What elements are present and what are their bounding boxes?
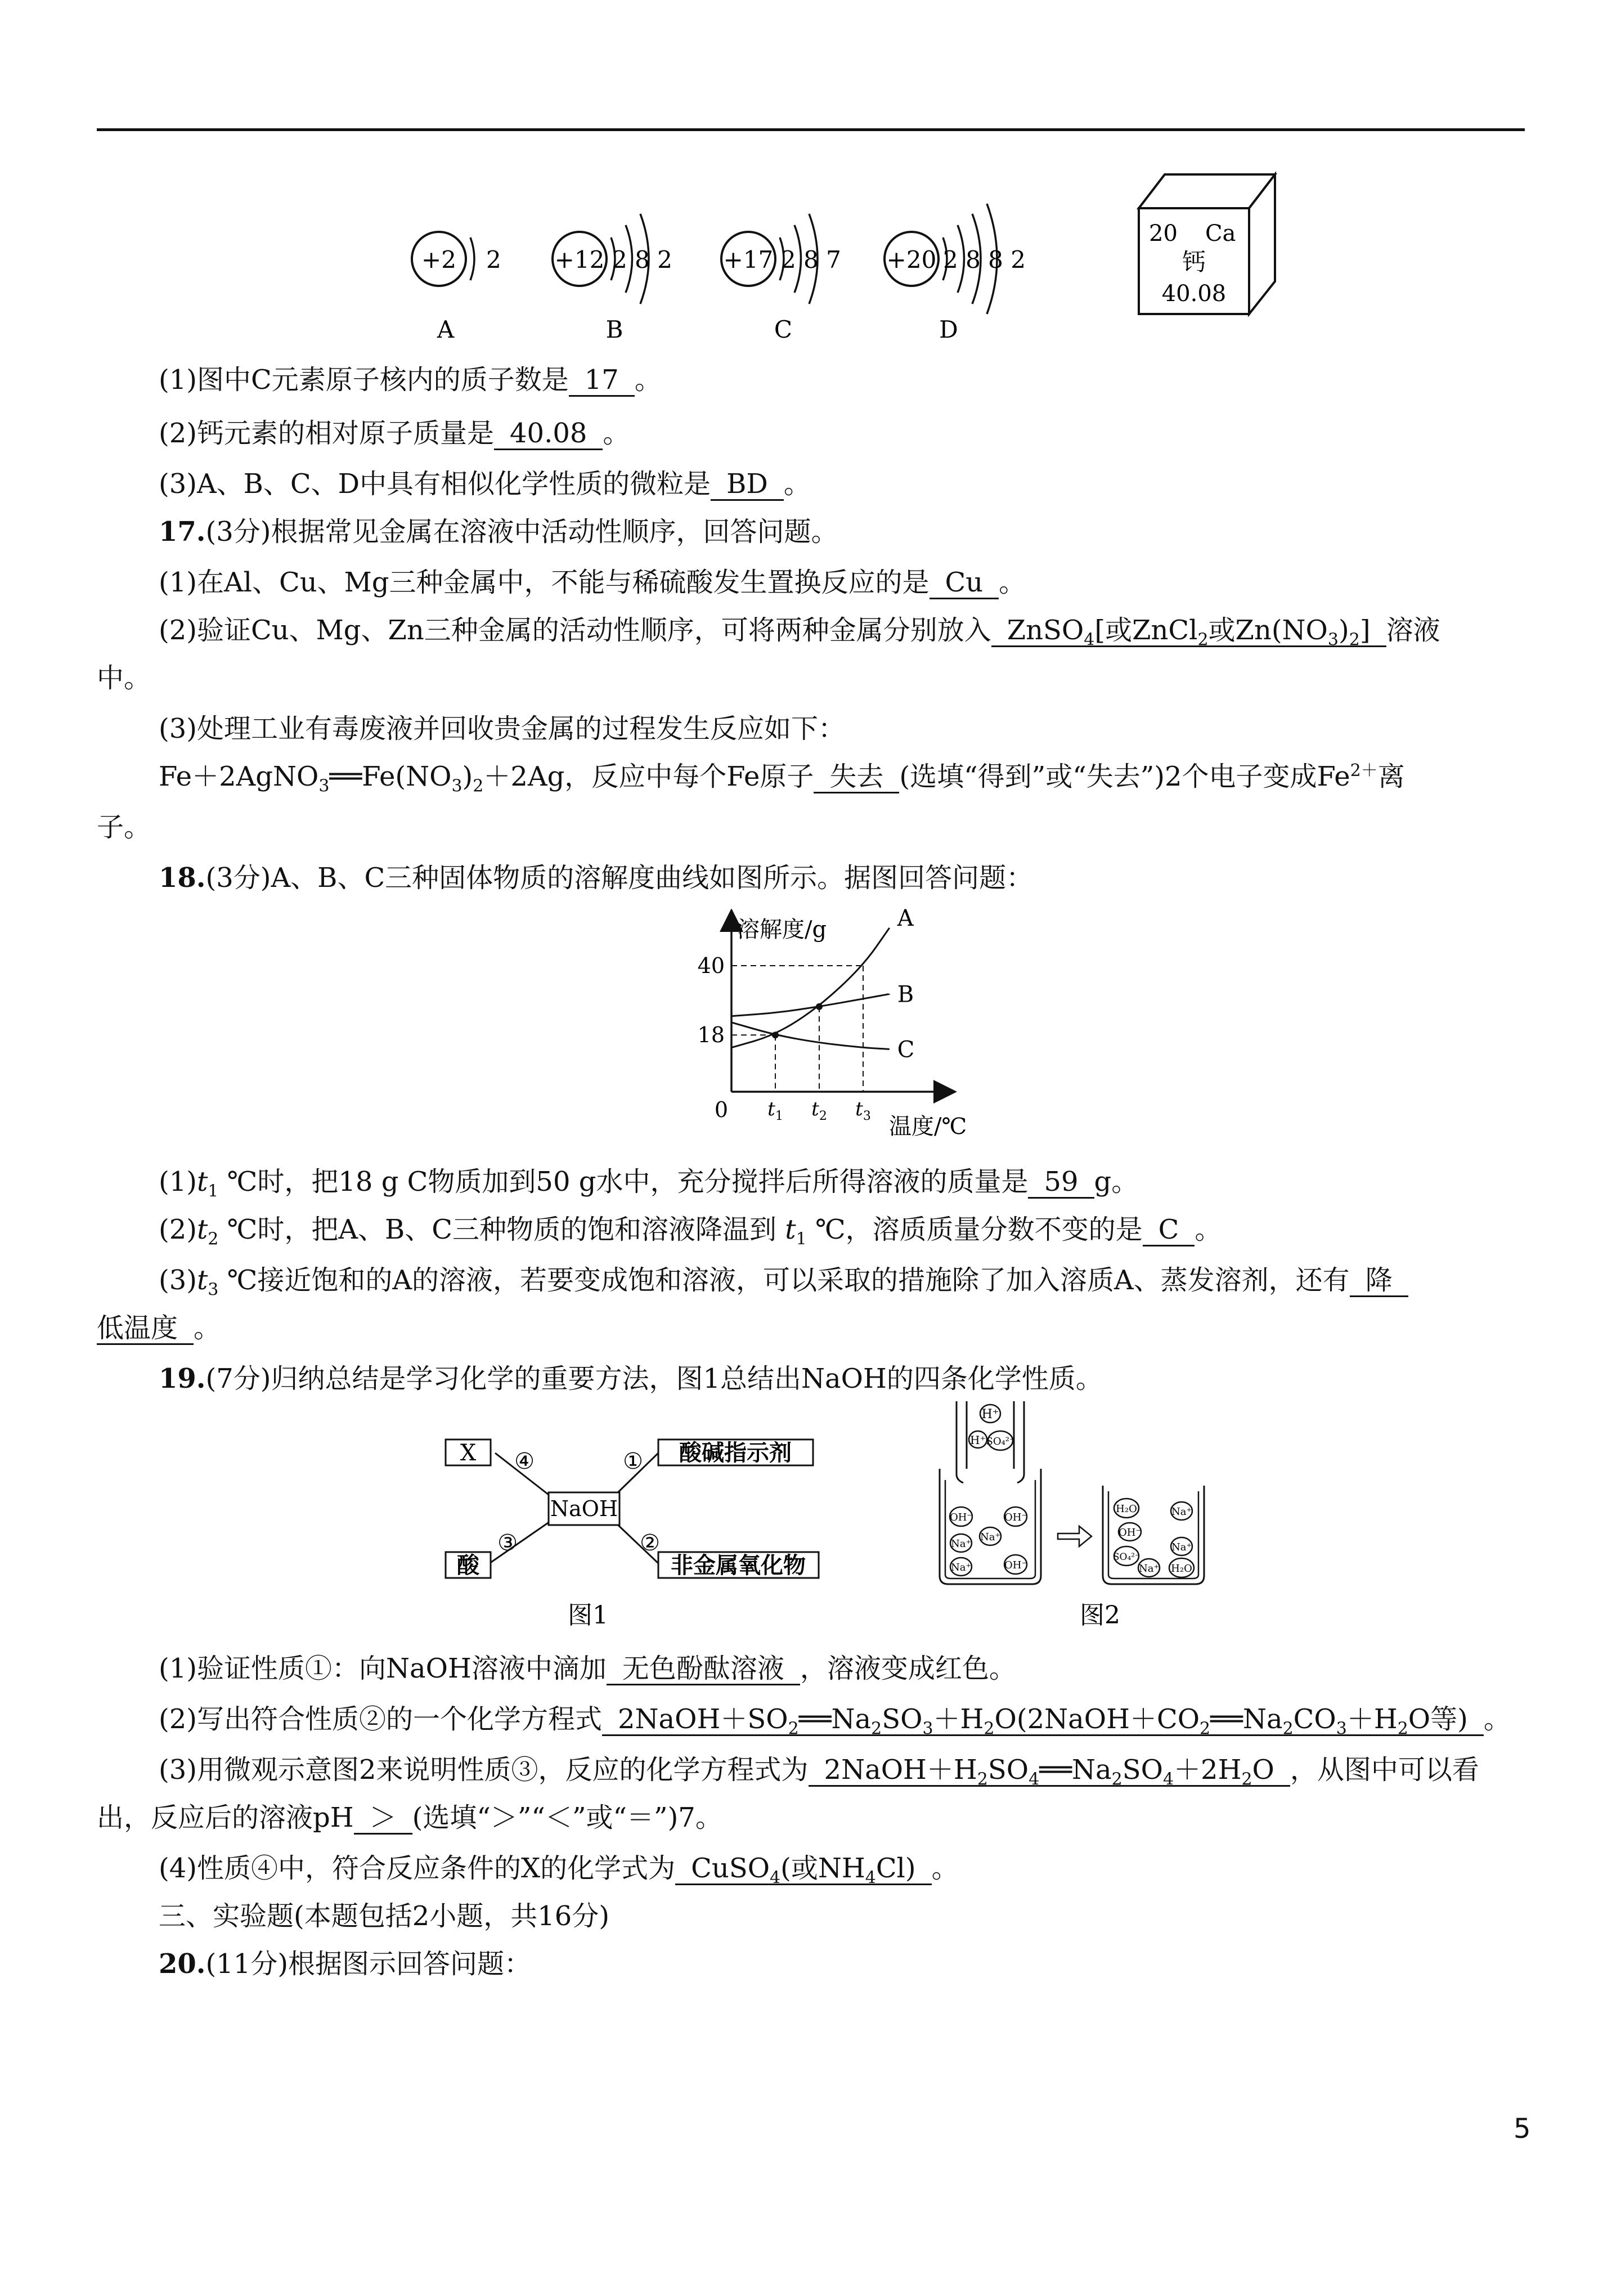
- svg-text:Na⁺: Na⁺: [1171, 1506, 1192, 1518]
- property-2-label: ②: [640, 1530, 660, 1556]
- curve-c: [731, 1023, 890, 1050]
- q19-title: 19.(7分)归纳总结是学习化学的重要方法，图1总结出NaOH的四条化学性质。: [159, 1363, 1103, 1394]
- acid-box: 酸: [457, 1552, 479, 1578]
- y-axis-label: 溶解度/g: [737, 917, 827, 943]
- series-label-a: A: [897, 909, 914, 931]
- figure-2-caption: 图2: [1080, 1601, 1120, 1630]
- q16-part1: (1)图中C元素原子核内的质子数是 17 。: [159, 364, 662, 396]
- header-rule: [97, 128, 1525, 131]
- q18-title: 18.(3分)A、B、C三种固体物质的溶解度曲线如图所示。据图回答问题：: [159, 862, 1034, 894]
- y-tick-label: 40: [697, 953, 725, 978]
- nucleus-charge: +17: [723, 246, 774, 273]
- beaker-before: [940, 1469, 1041, 1584]
- q19-part3: (3)用微观示意图2来说明性质③，反应的化学方程式为 $2NaOH+H_2SO_4══Na_2SO_4+2H_2O$ ，从图中可以看: [159, 1754, 1479, 1790]
- intersection-ab: [816, 1003, 823, 1010]
- answer-blank: Cu: [930, 567, 999, 599]
- nucleus-charge: +12: [554, 246, 605, 273]
- nonmetal-oxide-box: 非金属氧化物: [671, 1552, 806, 1578]
- shell-electrons: 2 8 7: [781, 246, 841, 273]
- q19-part2: (2)写出符合性质②的一个化学方程式 $2NaOH+SO_2══Na_2SO_3+H_2O(2NaOH+CO_2══Na_2CO_3+H_2O$等) 。: [159, 1703, 1511, 1739]
- answer-blank: BD: [711, 469, 784, 501]
- svg-text:Na⁺: Na⁺: [951, 1538, 971, 1550]
- svg-text:SO₄²⁻: SO₄²⁻: [1112, 1551, 1140, 1563]
- intersection-ac: [772, 1032, 779, 1038]
- q18-part3: $(3)t_3$ ℃接近饱和的A的溶液，若要变成饱和溶液，可以采取的措施除了加入溶质A、蒸发溶剂，还有 降: [159, 1263, 1408, 1297]
- naoh-center-box: NaOH: [550, 1496, 618, 1521]
- atom-label: B: [605, 316, 623, 343]
- property-4-label: ④: [514, 1449, 535, 1474]
- atomic-number: 20: [1149, 221, 1178, 246]
- svg-text:H⁺: H⁺: [970, 1433, 986, 1447]
- series-label-c: C: [897, 1037, 915, 1063]
- q19-part3-cont: 出，反应后的溶液pH ＞ (选填“＞”“＜”或“＝”)7。: [97, 1802, 722, 1833]
- atomic-mass: 40.08: [1161, 281, 1227, 307]
- svg-text:Na⁺: Na⁺: [980, 1531, 1000, 1543]
- answer-blank: 无色酚酞溶液: [607, 1653, 800, 1685]
- element-card-calcium: [1137, 169, 1288, 321]
- reaction-arrow: [1058, 1526, 1092, 1546]
- reactant-x-box: X: [460, 1440, 477, 1466]
- nucleus-charge: +20: [886, 246, 937, 273]
- property-3-label: ③: [497, 1530, 518, 1556]
- answer-blank: $2NaOH+SO_2══Na_2SO_3+H_2O(2NaOH+CO_2══Na_2CO_3+H_2O$等): [602, 1704, 1484, 1736]
- svg-text:H⁺: H⁺: [981, 1407, 999, 1421]
- figure-1-caption: 图1: [568, 1601, 608, 1630]
- q19-part1: (1)验证性质①：向NaOH溶液中滴加 无色酚酞溶液 ，溶液变成红色。: [159, 1653, 1016, 1684]
- answer-blank: ZnSO$_4$[或ZnCl$_2$或$Zn(NO_3)_2$]: [991, 615, 1386, 647]
- q18-part3-cont: 低温度 。: [97, 1312, 221, 1344]
- q20-title: 20.(11分)根据图示回答问题：: [159, 1948, 532, 1980]
- q18-part1: $(1)t_1$ ℃时，把18 g C物质加到50 g水中，充分搅拌后所得溶液的质量是 59 g。: [159, 1166, 1139, 1201]
- q17-part2: (2)验证Cu、Mg、Zn三种金属的活动性顺序，可将两种金属分别放入 ZnSO$_4$[或ZnCl$_2$或$Zn(NO_3)_2$] 溶液: [159, 615, 1440, 650]
- neutralization-micro-figure: [934, 1396, 1249, 1638]
- answer-blank: 59: [1028, 1167, 1094, 1199]
- property-1-label: ①: [623, 1449, 643, 1474]
- answer-blank: 40.08: [494, 418, 603, 450]
- naoh-properties-figure: [444, 1429, 838, 1638]
- y-tick-label: 18: [697, 1023, 725, 1048]
- dropper: [957, 1401, 1024, 1483]
- svg-text:Na⁺: Na⁺: [1139, 1563, 1159, 1575]
- answer-blank: CuSO$_4$(或$NH_4Cl$): [675, 1853, 931, 1885]
- q19-part4: (4)性质④中，符合反应条件的X的化学式为 CuSO$_4$(或$NH_4Cl$) 。: [159, 1853, 959, 1888]
- svg-text:OH⁻: OH⁻: [950, 1512, 972, 1523]
- page-number: 5: [1514, 2113, 1531, 2145]
- element-symbol: Ca: [1205, 221, 1236, 246]
- chemical-equation: $Fe+2AgNO_3══Fe(NO_3)_2+2Ag$: [159, 761, 565, 796]
- atom-label: C: [774, 316, 793, 343]
- answer-blank: 降: [1350, 1265, 1408, 1297]
- q17-part3-equation: $Fe+2AgNO_3══Fe(NO_3)_2+2Ag$，反应中每个Fe原子 失去 (选填“得到”或“失去”)2个电子变成$Fe^{2+}$离: [159, 761, 1405, 796]
- svg-text:Na⁺: Na⁺: [1171, 1541, 1192, 1553]
- indicator-box: 酸碱指示剂: [679, 1440, 792, 1466]
- q16-part3: (3)A、B、C、D中具有相似化学性质的微粒是 BD 。: [159, 468, 811, 500]
- element-name: 钙: [1182, 248, 1206, 276]
- svg-text:OH⁻: OH⁻: [1004, 1512, 1027, 1523]
- q17-title: 17.(3分)根据常见金属在溶液中活动性顺序，回答问题。: [159, 516, 838, 548]
- q17-part3: (3)处理工业有毒废液并回收贵金属的过程发生反应如下：: [159, 713, 845, 745]
- atom-diagram-c: [721, 214, 841, 343]
- section-3-heading: 三、实验题(本题包括2小题，共16分): [159, 1900, 610, 1932]
- answer-blank: 低温度: [97, 1313, 194, 1345]
- svg-text:SO₄²⁻: SO₄²⁻: [986, 1436, 1015, 1447]
- q17-part3-cont: 子。: [97, 811, 151, 843]
- svg-text:OH⁻: OH⁻: [1119, 1527, 1141, 1539]
- atom-diagram-a: [412, 232, 501, 343]
- answer-blank: 17: [569, 365, 635, 397]
- beaker-after: [1103, 1486, 1204, 1584]
- q17-part1: (1)在Al、Cu、Mg三种金属中，不能与稀硫酸发生置换反应的是 Cu 。: [159, 567, 1026, 598]
- x-axis-label: 温度/℃: [889, 1114, 967, 1140]
- svg-text:OH⁻: OH⁻: [1004, 1559, 1027, 1571]
- svg-text:Na⁺: Na⁺: [951, 1562, 971, 1573]
- atom-label: D: [939, 316, 958, 343]
- q18-part2: $(2)t_2$ ℃时，把A、B、C三种物质的饱和溶液降温到 $t_1$ ℃，溶质质量分数不变的是 C 。: [159, 1214, 1222, 1249]
- x-tick-label: $t_1$: [767, 1098, 783, 1123]
- atom-structure-figure: [360, 169, 1159, 355]
- answer-blank: ＞: [354, 1802, 412, 1835]
- answer-blank: $2NaOH+H_2SO_4══Na_2SO_4+2H_2O$: [809, 1755, 1290, 1787]
- svg-text:H₂O: H₂O: [1116, 1503, 1137, 1515]
- solubility-chart: [692, 909, 985, 1145]
- shell-electrons: 2 8 2: [612, 246, 672, 273]
- svg-text:H₂O: H₂O: [1171, 1563, 1192, 1575]
- answer-blank: C: [1143, 1214, 1195, 1246]
- series-label-b: B: [897, 981, 914, 1008]
- origin-label: 0: [714, 1097, 729, 1122]
- nucleus-charge: +2: [421, 246, 456, 273]
- shell-electrons: 2: [486, 246, 501, 273]
- atom-diagram-b: [553, 214, 672, 343]
- atom-label: A: [437, 316, 455, 343]
- x-tick-label: $t_3$: [855, 1098, 871, 1123]
- q17-part2-cont: 中。: [97, 662, 151, 694]
- shell-electrons: 2 8 8 2: [943, 246, 1026, 273]
- atom-diagram-d: [884, 204, 1026, 343]
- q16-part2: (2)钙元素的相对原子质量是 40.08 。: [159, 418, 630, 449]
- answer-blank: 失去: [814, 761, 899, 793]
- x-tick-label: $t_2$: [811, 1098, 827, 1123]
